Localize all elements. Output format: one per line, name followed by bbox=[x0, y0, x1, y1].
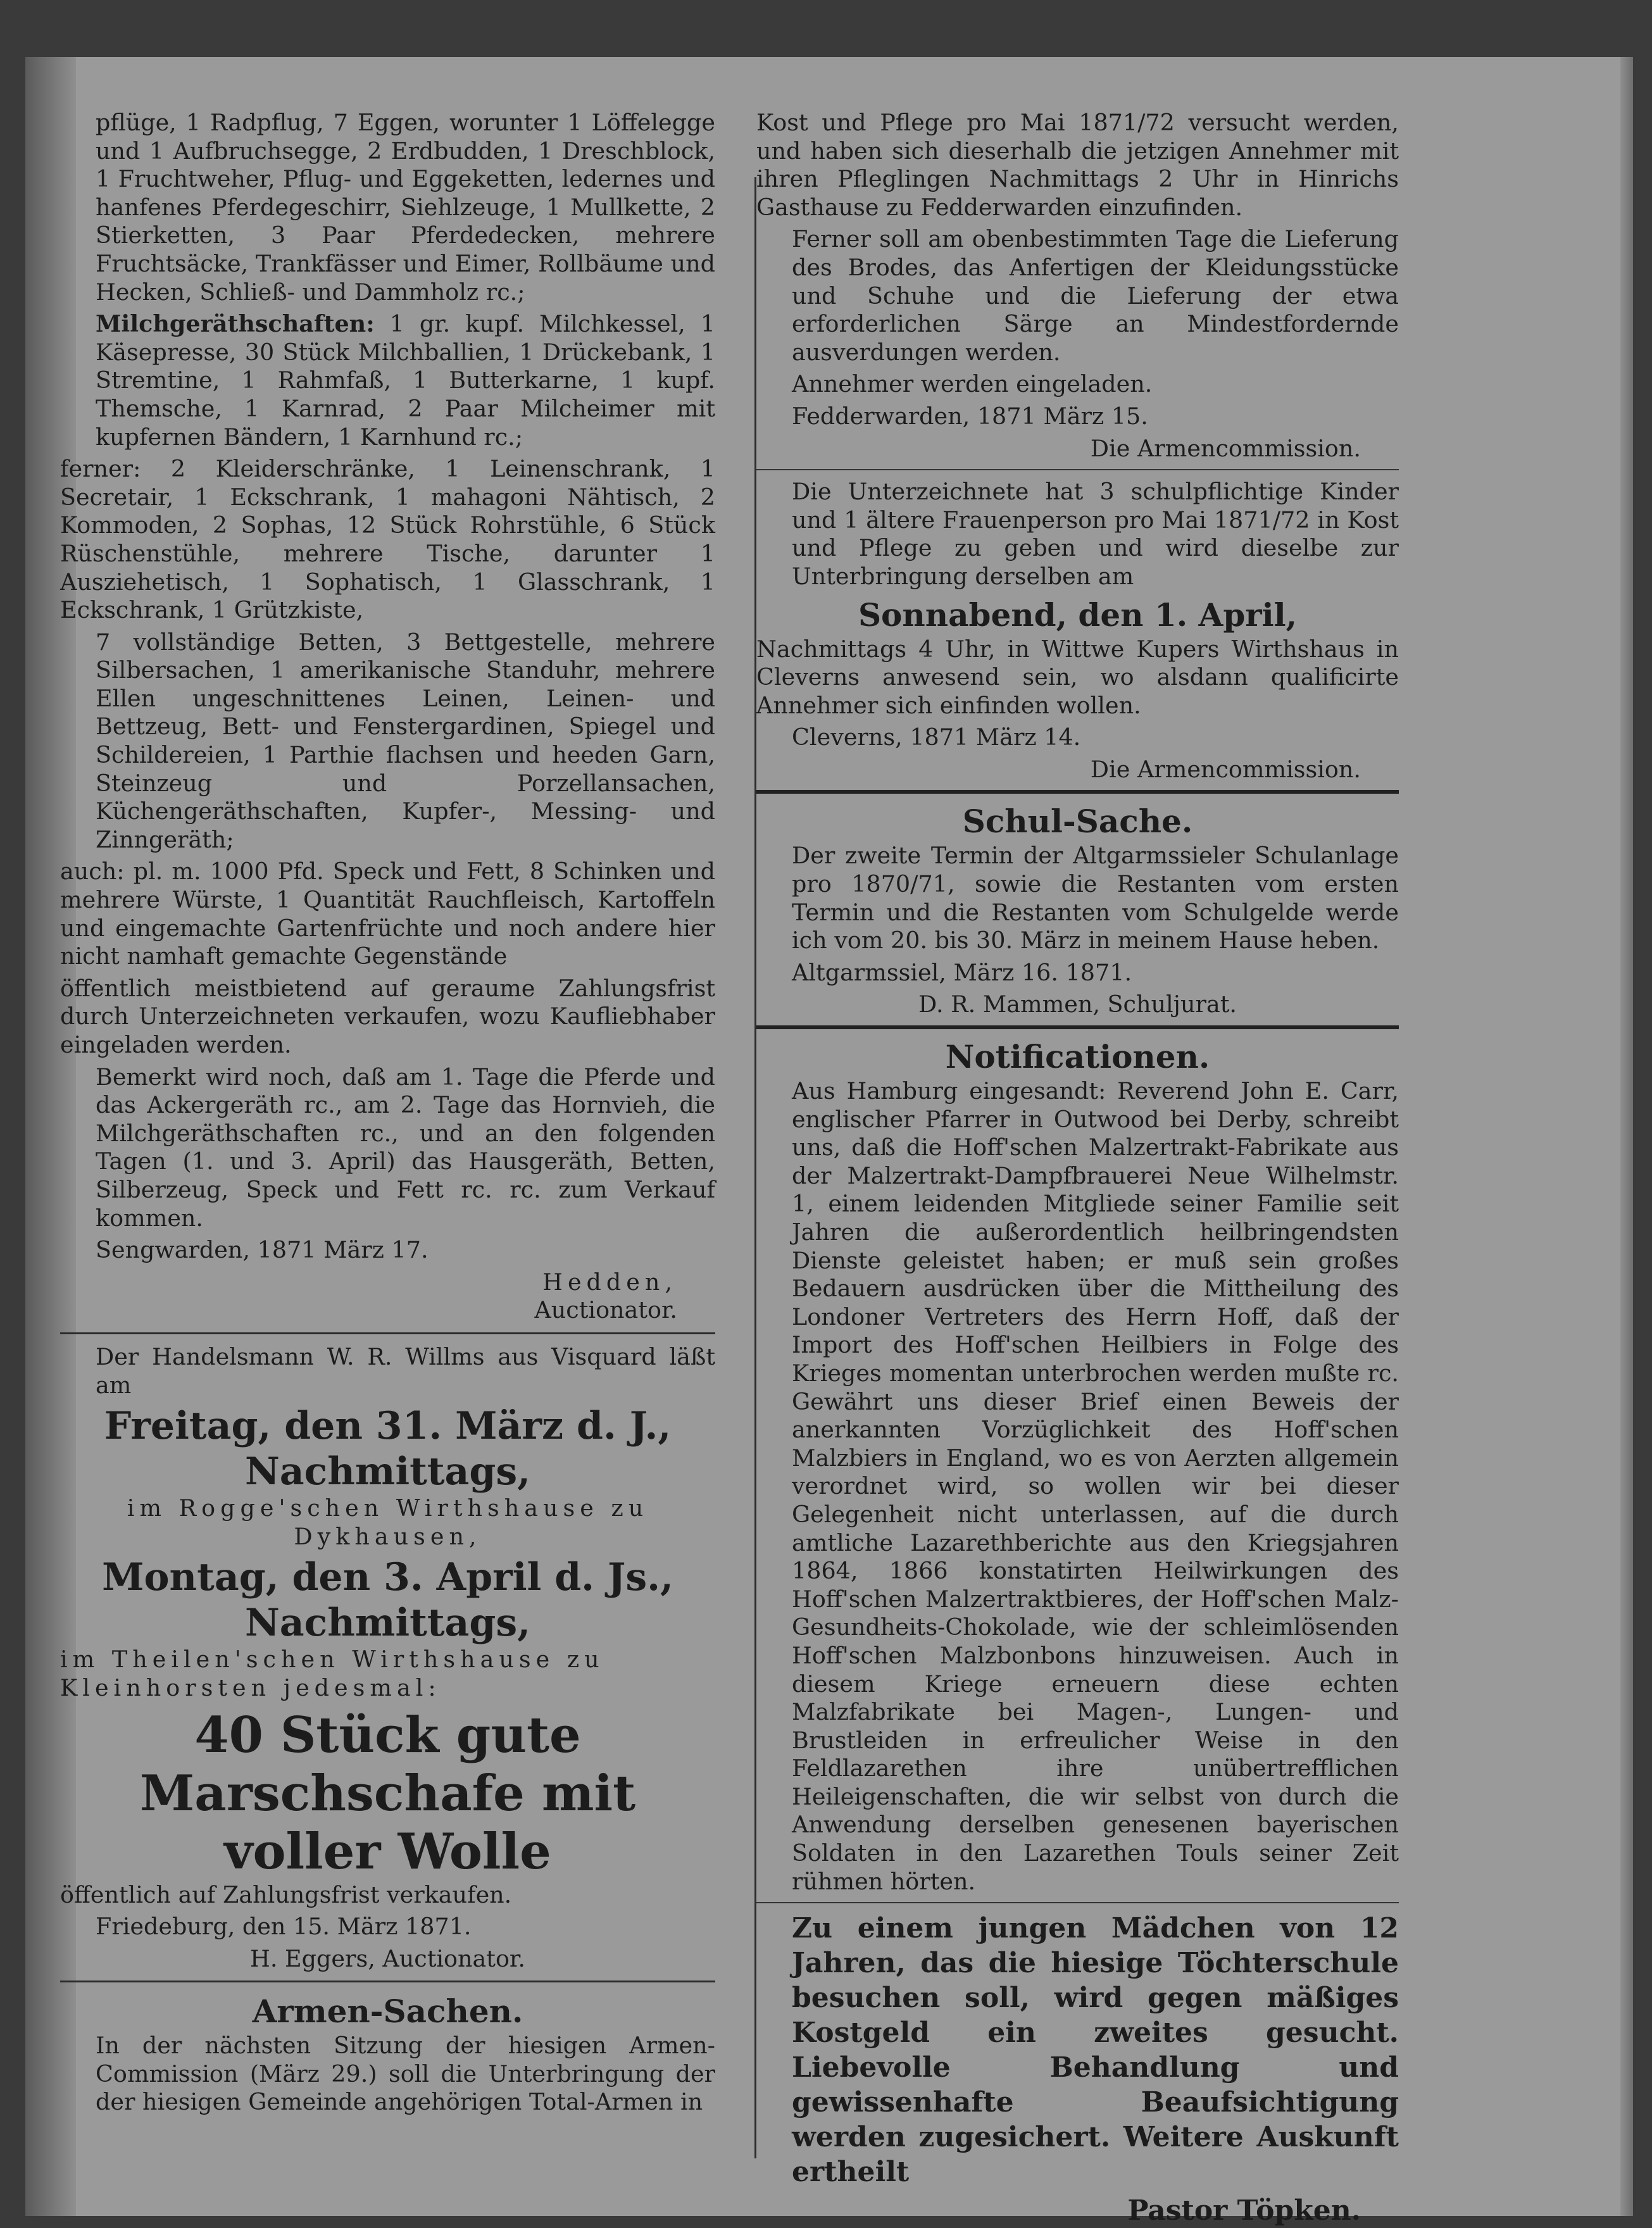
ad2-date2: Montag, den 3. April d. Js., bbox=[102, 1555, 673, 1600]
section-rule bbox=[60, 1981, 715, 1982]
armen-continuation: Kost und Pflege pro Mai 1871/72 versucht werden, und haben sich dieserhalb die jetzigen Annehmer mit ihren Pfleglingen Nachmittags 2 Uhr in Hinrichs Gasthause zu Fedderwarden einzufinden. bbox=[756, 109, 1399, 221]
schul-text: Der zweite Termin der Altgarmssieler Schulanlage pro 1870/71, sowie die Restanten vom ersten Termin und die Restanten vom Schulgelde werde ich vom 20. bis 30. März in meinem Hause heben. bbox=[792, 842, 1399, 954]
ad2-place-date: Friedeburg, den 15. März 1871. bbox=[96, 1913, 472, 1941]
ferner-paragraph: ferner: 2 Kleiderschränke, 1 Leinenschrank, 1 Secretair, 1 Eckschrank, 1 mahagoni Nähtisch, 2 Kommoden, 2 Sophas, 12 Stück Rohrstühle, 6 Stück Rüschenstühle, mehrere Tische, darunter 1 Ausziehetisch, 1 Sophatisch, 1 Glasschrank, 1 Eckschrank, 1 Grützkiste, bbox=[60, 455, 715, 624]
ferner-paragraph: Ferner soll am obenbestimmten Tage die Lieferung des Brodes, das Anfertigen der Kleidungsstücke und Schuhe und die Lieferung der etwa erforderlichen Särge an Mindestfordernde ausverdungen werden. bbox=[792, 225, 1399, 366]
left-column bbox=[60, 109, 715, 2120]
section-rule bbox=[756, 1902, 1399, 1903]
signature-name: Hedden, bbox=[542, 1268, 677, 1296]
ad2-location2: im Theilen'schen Wirthshause zu Kleinhorsten jedesmal: bbox=[60, 1646, 604, 1701]
schul-heading: Schul-Sache. bbox=[962, 803, 1193, 841]
place-date: Cleverns, 1871 März 14. bbox=[792, 723, 1081, 751]
armen-text: In der nächsten Sitzung der hiesigen Armen-Commission (März 29.) soll die Unterbringung der der hiesigen Gemeinde angehörigen Total-Armen in bbox=[96, 2032, 715, 2116]
cleverns-text: Die Unterzeichnete hat 3 schulpflichtige Kinder und 1 ältere Frauenperson pro Mai 1871/72 in Kost und Pflege zu geben und wird dieselbe zur Unterbringung derselben am bbox=[792, 478, 1399, 590]
ad2-date1: Freitag, den 31. März d. J., bbox=[104, 1404, 672, 1449]
page-edge bbox=[1620, 57, 1633, 2216]
cleverns-date: Sonnabend, den 1. April, bbox=[858, 596, 1298, 634]
ad2-offer: 40 Stück gute Marschschafe mit voller Wolle bbox=[139, 1706, 636, 1881]
cleverns-text2: Nachmittags 4 Uhr, in Wittwe Kupers Wirthshaus in Cleverns anwesend sein, wo alsdann qualificirte Annehmer sich einfinden wollen. bbox=[756, 635, 1399, 719]
auction-continuation: pflüge, 1 Radpflug, 7 Eggen, worunter 1 Löffelegge und 1 Aufbruchsegge, 2 Erdbudden, 1 Dreschblock, 1 Fruchtweher, Pflug- und Eggeketten, ledernes und hanfenes Pferdegeschirr, Siehlzeuge, 1 Mullkette, 2 Stierketten, 3 Paar Pferdedecken, mehrere Fruchtsäcke, Trankfässer und Eimer, Rollbäume und Hecken, Schließ- und Dammholz rc.; bbox=[96, 109, 715, 306]
milch-paragraph bbox=[60, 310, 715, 451]
sale-paragraph: öffentlich meistbietend auf geraume Zahlungsfrist durch Unterzeichneten verkaufen, wozu Kaufliebhaber eingeladen werden. bbox=[60, 974, 715, 1058]
milch-text: 1 gr. kupf. Milchkessel, 1 Käsepresse, 30 Stück Milchballien, 1 Drückebank, 1 Stremtine, 1 Rahmfaß, 1 Butterkarne, 1 kupf. Themsche, 1 Karnrad, 2 Paar Milcheimer mit kupfernen Bändern, 1 Karnhund rc.; bbox=[96, 310, 715, 451]
signature: D. R. Mammen, Schuljurat. bbox=[918, 991, 1237, 1018]
maedchen-text: Zu einem jungen Mädchen von 12 Jahren, das die hiesige Töchterschule besuchen soll, wird gegen mäßiges Kostgeld ein zweites gesucht. Liebevolle Behandlung und gewissenhafte Beaufsichtigung werden zugesichert. Weitere Auskunft ertheilt bbox=[792, 1912, 1399, 2189]
place-date: Altgarmssiel, März 16. 1871. bbox=[792, 958, 1132, 986]
notif-text: Aus Hamburg eingesandt: Reverend John E. Carr, englischer Pfarrer in Outwood bei Derby, schreibt uns, daß die Hoff'schen Malzertrakt-Fabrikate aus der Malzertrakt-Dampfbrauerei Neue Wilhelmstr. 1, einem leidenden Mitgliede seiner Familie seit Jahren die außerordentlich heilbringendsten Dienste geleistet haben; er muß sein großes Bedauern ausdrücken über die Mittheilung des Londoner Vertreters des Herrn Hoff, daß der Import des Hoff'schen Heilbiers in Folge des Krieges momentan unterbrochen werden mußte rc. Gewährt uns dieser Brief einen Beweis der anerkannten Vorzüglichkeit des Hoff'schen Malzbiers in England, wo es von Aerzten allgemein verordnet wird, so wollen wir bei dieser Gelegenheit nicht unterlassen, auf die durch amtliche Lazarethberichte aus den Kriegsjahren 1864, 1866 konstatirten Heilwirkungen des Hoff'schen Malzertraktbieres, der Hoff'schen Malz-Gesundheits-Chokolade, wie der schleimlösenden Hoff'schen Malzbonbons hinzuweisen. Auch in diesem Kriege erneuern diese echten Malzfabrikate bei Magen-, Lungen- und Brustleiden in erfreulicher Weise in den Feldlazarethen ihre unübertrefflichen Heileigenschaften, die wir selbst von durch die Anwendung derselben genesenen bayerischen Soldaten in den Lazarethen Touls seiner Zeit rühmen hörten. bbox=[792, 1077, 1399, 1895]
ad2-sale: öffentlich auf Zahlungsfrist verkaufen. bbox=[60, 1881, 512, 1908]
ad2-time1: Nachmittags, bbox=[244, 1449, 531, 1494]
remark-paragraph: Bemerkt wird noch, daß am 1. Tage die Pferde und das Ackergeräth rc., am 2. Tage das Hornvieh, die Milchgeräthschaften rc., und an den folgenden Tagen (1. und 3. April) das Hausgeräth, Betten, Silberzeug, Speck und Fett rc. rc. zum Verkauf kommen. bbox=[96, 1063, 715, 1232]
betten-paragraph: 7 vollständige Betten, 3 Bettgestelle, mehrere Silbersachen, 1 amerikanische Standuhr, mehrere Ellen ungeschnittenes Leinen, Leinen- und Bettzeug, Bett- und Fenstergardinen, Spiegel und Schildereien, 1 Parthie flachsen und heeden Garn, Steinzeug und Porzellansachen, Küchengeräthschaften, Kupfer-, Messing- und Zinngeräth; bbox=[96, 628, 715, 853]
section-rule bbox=[756, 469, 1399, 470]
place-date: Fedderwarden, 1871 März 15. bbox=[792, 402, 1148, 430]
signature: Die Armencommission. bbox=[1090, 755, 1361, 783]
place-date: Sengwarden, 1871 März 17. bbox=[96, 1236, 429, 1264]
notif-heading: Notificationen. bbox=[945, 1038, 1210, 1076]
section-rule bbox=[756, 1025, 1399, 1029]
right-column bbox=[756, 109, 1399, 2228]
signature-role: Auctionator. bbox=[534, 1296, 677, 1324]
section-rule bbox=[60, 1332, 715, 1334]
ad2-signature: H. Eggers, Auctionator. bbox=[250, 1944, 525, 1972]
ad2-location1: im Rogge'schen Wirthshause zu Dykhausen, bbox=[127, 1494, 649, 1550]
ad2-intro: Der Handelsmann W. R. Willms aus Visquard läßt am bbox=[96, 1342, 715, 1399]
section-rule bbox=[756, 790, 1399, 794]
annehmer-line: Annehmer werden eingeladen. bbox=[792, 370, 1153, 398]
auch-paragraph: auch: pl. m. 1000 Pfd. Speck und Fett, 8 Schinken und mehrere Würste, 1 Quantität Rauchfleisch, Kartoffeln und eingemachte Gartenfrüchte und noch andere hier nicht namhaft gemachte Gegenstände bbox=[60, 858, 715, 970]
ad2-time2: Nachmittags, bbox=[244, 1601, 531, 1646]
signature: Die Armencommission. bbox=[1090, 434, 1361, 462]
armen-heading: Armen-Sachen. bbox=[252, 1993, 523, 2031]
milch-heading: Milchgeräthschaften: bbox=[96, 310, 375, 338]
maedchen-signature: Pastor Töpken. bbox=[1127, 2194, 1361, 2227]
